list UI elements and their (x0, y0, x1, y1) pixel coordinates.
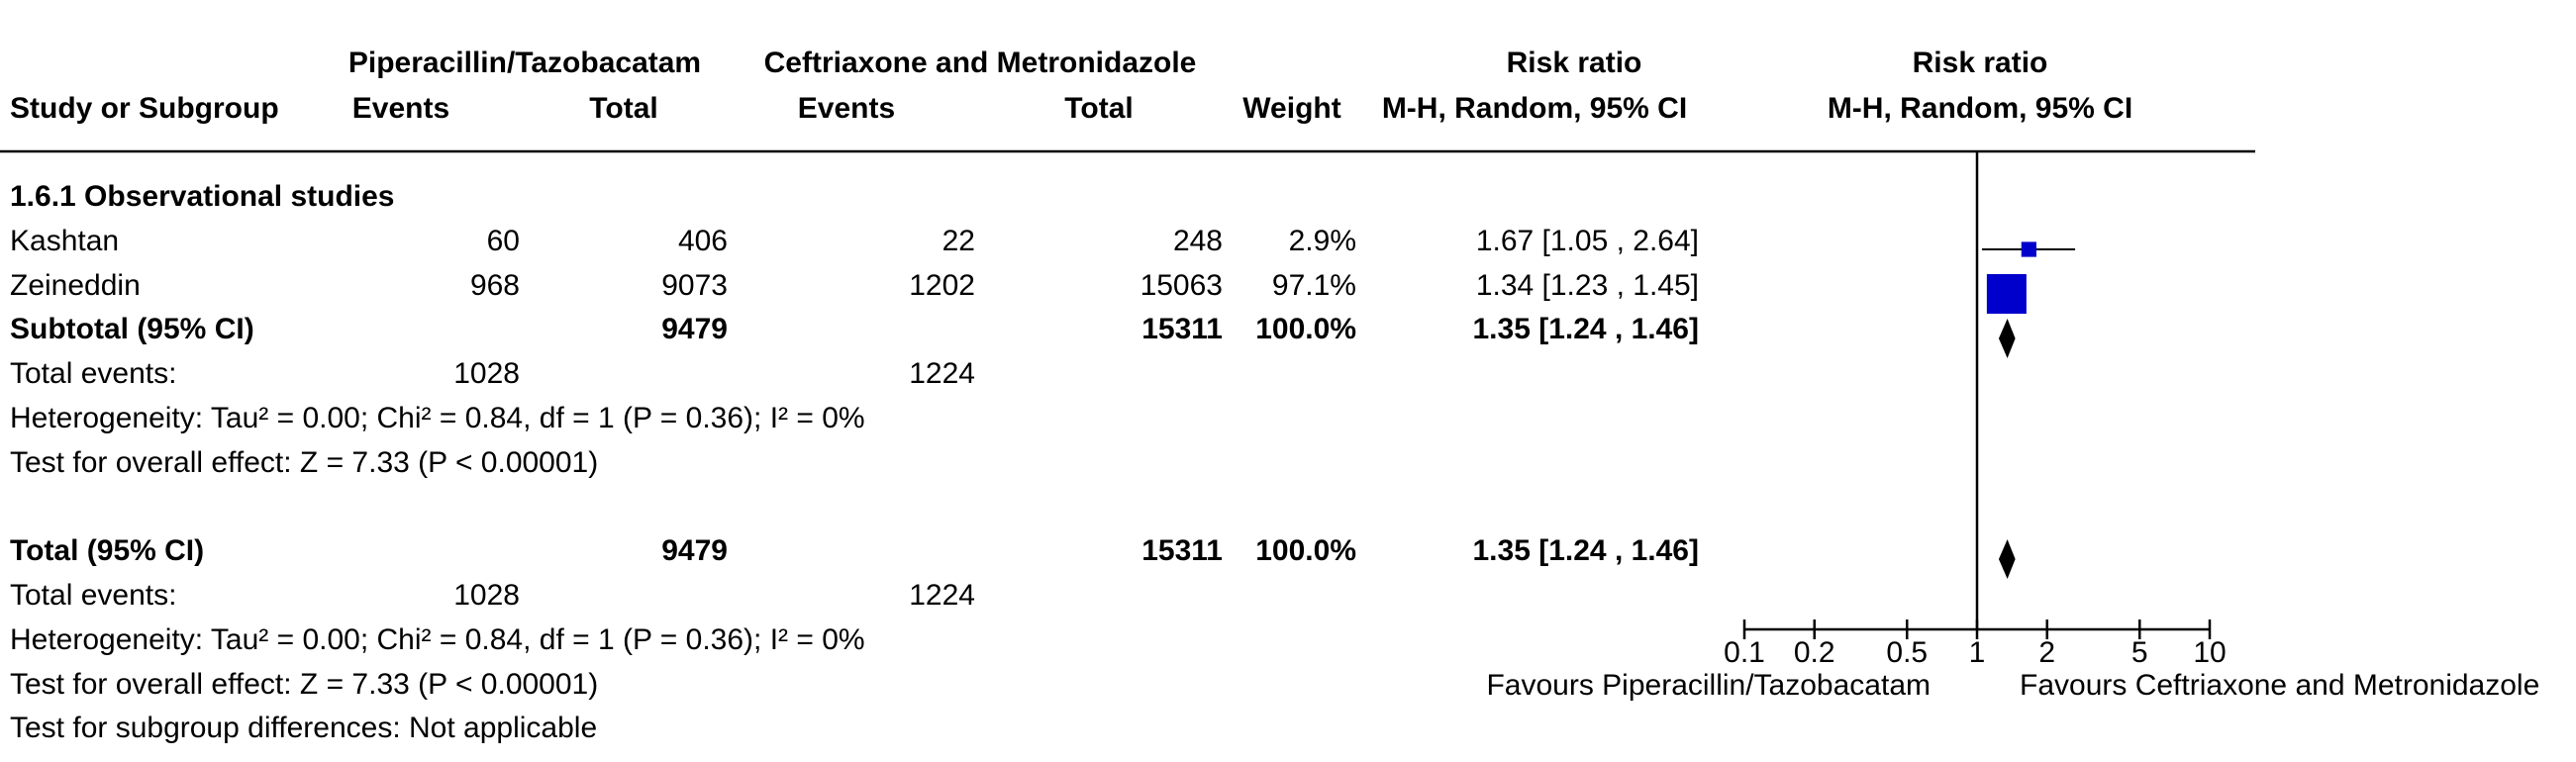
total-ci: 1.35 [1.24 , 1.46] (1472, 534, 1699, 567)
plot-method-header: M-H, Random, 95% CI (1827, 92, 2133, 125)
favours-right-label: Favours Ceftriaxone and Metronidazole (2020, 669, 2540, 702)
study-point (1987, 274, 2027, 314)
total-label: Total (95% CI) (10, 534, 205, 567)
subgroup-total-events-label: Total events: (10, 357, 177, 390)
rr-method-header: M-H, Random, 95% CI (1381, 92, 1688, 125)
group2-header: Ceftriaxone and Metronidazole (763, 47, 1197, 79)
x-tick-label: 0.2 (1793, 636, 1835, 669)
total-heterogeneity: Heterogeneity: Tau² = 0.00; Chi² = 0.84, df = 1 (P = 0.36); I² = 0% (10, 623, 865, 656)
subgroup-heterogeneity: Heterogeneity: Tau² = 0.00; Chi² = 0.84, df = 1 (P = 0.36); I² = 0% (10, 402, 865, 434)
study-events1: 60 (486, 225, 520, 257)
study-total1: 9073 (661, 269, 728, 302)
total-weight: 100.0% (1255, 534, 1356, 567)
study-weight: 2.9% (1288, 225, 1356, 257)
x-tick-label: 0.5 (1886, 636, 1929, 669)
subtotal-label: Subtotal (95% CI) (10, 313, 254, 345)
study-point (2022, 241, 2036, 256)
x-tick-label: 1 (1968, 636, 1986, 669)
subgroup-overall-effect: Test for overall effect: Z = 7.33 (P < 0.00001) (10, 446, 599, 479)
x-axis-ticks (1724, 619, 2227, 669)
study-total2: 15063 (1139, 269, 1223, 302)
subtotal-total2: 15311 (1141, 313, 1223, 345)
subtotal-total1: 9479 (661, 313, 728, 345)
subtotal-ci: 1.35 [1.24 , 1.46] (1472, 313, 1699, 345)
total2-column-header: Total (1064, 92, 1134, 125)
study-name: Zeineddin (10, 269, 141, 302)
subtotal-weight: 100.0% (1255, 313, 1356, 345)
study-ci: 1.34 [1.23 , 1.45] (1475, 269, 1699, 302)
x-tick-label: 2 (2038, 636, 2056, 669)
study-name: Kashtan (10, 225, 120, 257)
events2-column-header: Events (797, 92, 896, 125)
x-tick-label: 0.1 (1724, 636, 1765, 669)
study-ci: 1.67 [1.05 , 2.64] (1475, 225, 1699, 257)
x-tick-label: 5 (2130, 636, 2148, 669)
total-overall-effect: Test for overall effect: Z = 7.33 (P < 0.00001) (10, 668, 599, 701)
plot-title-header: Risk ratio (1912, 47, 2048, 79)
study-column-header: Study or Subgroup (10, 92, 279, 125)
total-events2: 1224 (909, 579, 975, 612)
total1-column-header: Total (589, 92, 658, 125)
weight-column-header: Weight (1242, 92, 1341, 125)
total-events1: 1028 (453, 579, 520, 612)
favours-left-label: Favours Piperacillin/Tazobacatam (1486, 669, 1931, 702)
study-events2: 22 (941, 225, 975, 257)
study-events1: 968 (469, 269, 520, 302)
pooled-diamond (1999, 539, 2016, 579)
total-total2: 15311 (1141, 534, 1223, 567)
total-total1: 9479 (661, 534, 728, 567)
subgroup-total-events1: 1028 (453, 357, 520, 390)
group1-header: Piperacillin/Tazobacatam (347, 47, 702, 79)
subgroup-differences: Test for subgroup differences: Not applicable (10, 712, 598, 744)
total-events-label: Total events: (10, 579, 177, 612)
subgroup-title: 1.6.1 Observational studies (10, 180, 395, 213)
pooled-diamond (1999, 319, 2016, 358)
study-weight: 97.1% (1271, 269, 1356, 302)
study-events2: 1202 (909, 269, 975, 302)
forest-marks (1982, 241, 2075, 579)
x-tick-label: 10 (2193, 636, 2227, 669)
rr-title-header: Risk ratio (1506, 47, 1642, 79)
events1-column-header: Events (351, 92, 450, 125)
subgroup-total-events2: 1224 (909, 357, 975, 390)
study-total2: 248 (1172, 225, 1223, 257)
study-total1: 406 (677, 225, 728, 257)
